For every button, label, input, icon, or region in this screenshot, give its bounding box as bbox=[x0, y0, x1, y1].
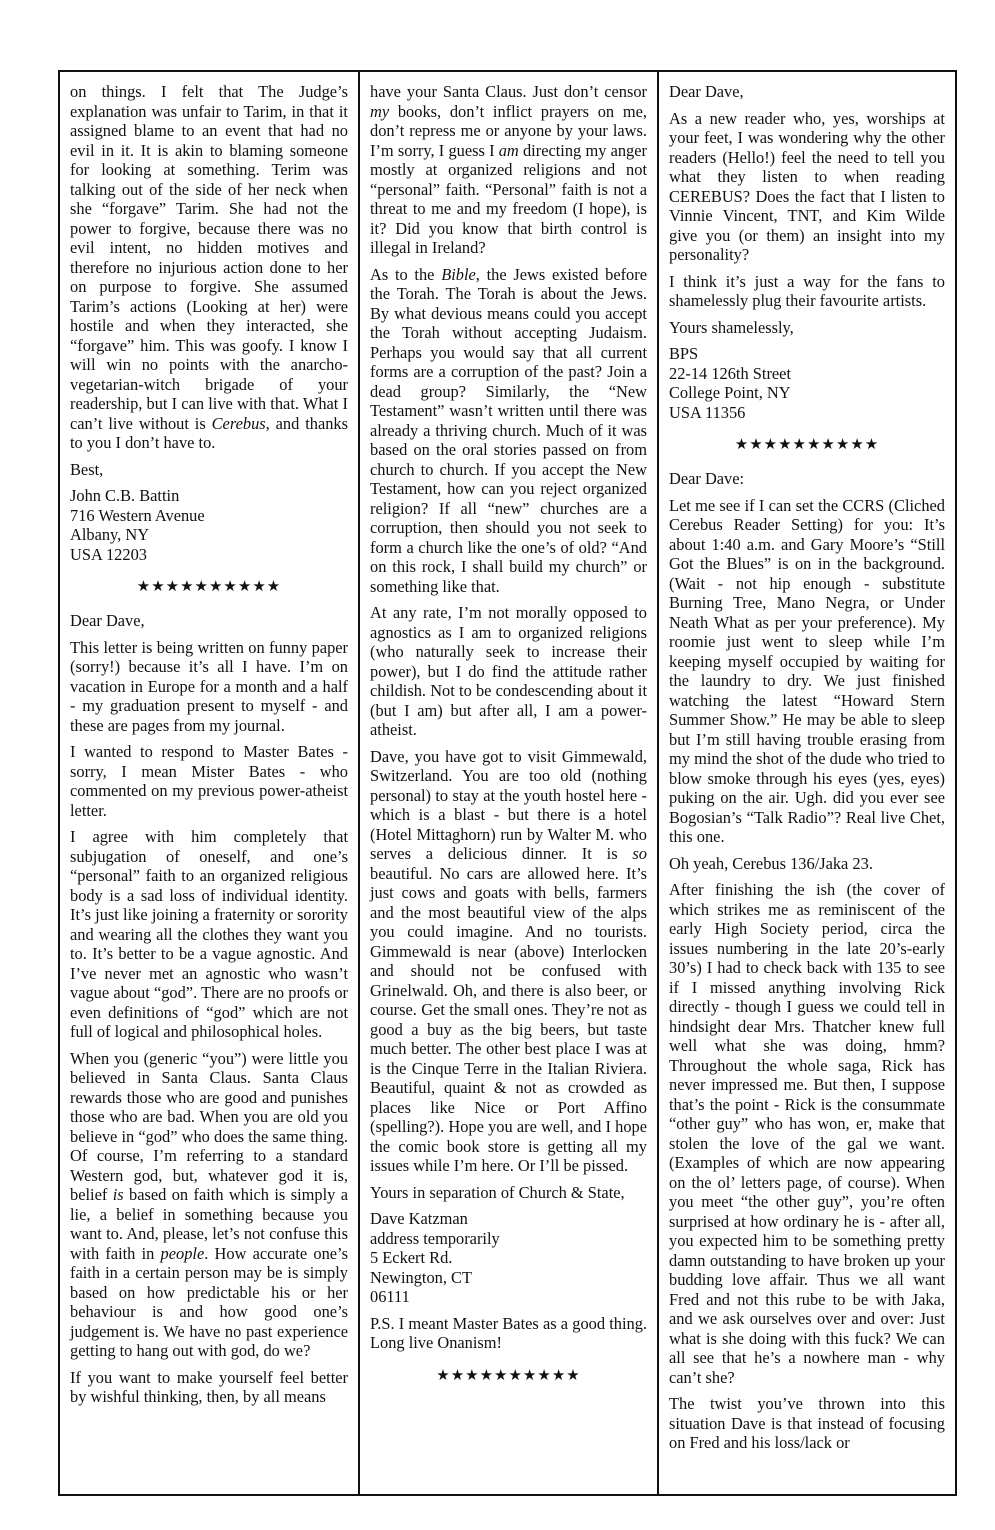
text-run: Best, bbox=[70, 459, 104, 479]
letter-paragraph bbox=[70, 638, 348, 736]
address-line: Albany, NY bbox=[70, 525, 150, 544]
text-run: . How accurate one’s faith in a certain person may be is simply based on how predictable his or her behaviour is and how good one’s judgement is. We have no past experience getting to hang out with god, do we? bbox=[70, 1243, 348, 1360]
address-line: Dave Katzman bbox=[370, 1209, 468, 1228]
letter-paragraph bbox=[669, 82, 945, 102]
text-run: I wanted to respond to Master Bates - sorry, I mean Mister Bates - who commented on my previous power-atheist letter. bbox=[70, 742, 348, 820]
signature-address-block bbox=[70, 486, 348, 564]
address-line: 06111 bbox=[370, 1287, 410, 1306]
text-run: beautiful. No cars are allowed here. It’s just cows and goats with bells, farmers and the most beautiful view of the alps you could imagine. And no tourists. Gimmewald is near (above) Interlocken and should not be confused with Grinelwald. Oh, and there is also beer, or course. Get the small ones. They’re not as good a buy as the big beers, but taste much better. The other best place I was at is the Cinque Terre in the Italian Riviera. Beautiful, quaint & not as crowded as places like Nice or Port Affino (spelling?). Hope you are well, and I hope the comic book store is getting all my issues while I’m here. Or I’ll be pissed. bbox=[370, 863, 647, 1175]
text-run: The twist you’ve thrown into this situation Dave is that instead of focusing on Fred and his loss/lack or bbox=[669, 1394, 945, 1452]
text-run: Dear Dave, bbox=[70, 611, 145, 630]
text-run: After finishing the ish (the cover of which strikes me as reminiscent of the early High Society period, circa the issues numbering in the late 20’s-early 30’s) I had to check back with 135 to see if I missed anything involving Rick directly - though I guess we could tell in hindsight dear Mrs. Thatcher knew full well what she was doing, hmm? Throughout the whole saga, Rick has never impressed me. But then, I suppose that’s the point - Rick is the consummate “other guy” who has won, er, make that stolen the love of the gal we want. (Examples of which are now appearing on the ol’ letters page, of course). When you meet “the other guy”, you’re often surprised at how ordinary he is - after all, you expected him to be something pretty damn outstanding to have broken up your budding love affair. Thus we all want Fred and not this rube to be with Jaka, and we ask ourselves over and over: Just what is she doing with this fuck? We can all see that he’s a nowhere man - why can’t she? bbox=[669, 880, 945, 1387]
letter-paragraph bbox=[70, 460, 348, 480]
address-line: John C.B. Battin bbox=[70, 486, 180, 505]
text-run: Yours shamelessly, bbox=[669, 317, 794, 337]
italic-text-run: Bible bbox=[441, 264, 476, 284]
address-line: USA 12203 bbox=[70, 544, 147, 564]
address-line: BPS bbox=[669, 344, 699, 363]
italic-text-run: my bbox=[370, 101, 390, 121]
address-line: 716 Western Avenue bbox=[70, 505, 205, 525]
letter-paragraph bbox=[669, 880, 945, 1387]
letter-paragraph bbox=[370, 1314, 647, 1353]
letter-paragraph bbox=[370, 1183, 647, 1203]
letter-paragraph bbox=[669, 469, 945, 489]
text-run: Yours in separation of Church & State, bbox=[370, 1182, 625, 1202]
address-line: Newington, CT bbox=[370, 1267, 472, 1287]
text-run: If you want to make yourself feel better by wishful thinking, then, by all means bbox=[70, 1367, 348, 1406]
italic-text-run: so bbox=[632, 844, 647, 863]
italic-text-run: is bbox=[112, 1185, 124, 1204]
address-line: College Point, NY bbox=[669, 383, 791, 402]
text-run: have your Santa Claus. Just don’t censor bbox=[370, 82, 647, 101]
letter-paragraph bbox=[70, 1368, 348, 1407]
address-line: 22-14 126th Street bbox=[669, 363, 792, 383]
star-separator: ★★★★★★★★★★ bbox=[734, 437, 880, 453]
letter-paragraph bbox=[669, 272, 945, 311]
letter-paragraph bbox=[669, 109, 945, 265]
letter-paragraph bbox=[669, 854, 945, 874]
letter-paragraph bbox=[70, 82, 348, 453]
text-run: As a new reader who, yes, worships at your feet, I was wondering why the other readers (Hello!) feel the need to tell you what they listen to when reading CEREBUS? Does the fact that I listen to Vinnie Vincent, TNT, and Kim Wilde give you (or them) an insight into my personality? bbox=[669, 108, 945, 264]
text-run: , and thanks to you I don’t have to. bbox=[70, 413, 348, 452]
text-run: Let me see if I can set the CCRS (Cliched Cerebus Reader Setting) for you: It’s about 1:40 a.m. and Gary Moore’s “Still Got the Blues” is on in the background. (Wait - not hip enough - substitute Burning Tree, Mano Negra, or Under Neath What as per your preference). My roomie just went to sleep while I’m keeping myself occupied by waiting for the laundry to dry. We just finished watching the latest “Howard Stern Summer Show.” He may be able to sleep but I’m still having trouble erasing from my mind the shot of the dude who tried to blow smoke through his eyes (yes, eyes) puking on the air. Ugh. did you ever see Bogosian’s “Talk Radio”? Real live Chet, this one. bbox=[669, 495, 945, 846]
address-line: USA 11356 bbox=[669, 402, 746, 422]
letters-page-frame bbox=[58, 70, 957, 1496]
letter-paragraph bbox=[370, 82, 647, 258]
column-1 bbox=[60, 72, 360, 1494]
text-run: , the Jews existed before the Torah. The Torah is about the Jews. By what devious means could you accept the Torah without accepting Judaism. Perhaps you would say that all current forms are a corruption of the past? Join a dead group? Similarly, the “New Testament” wasn’t written until there was already a thriving church. Much of it was based on the oral stories passed on from church to church. If you accept the New Testament, how can you reject organized religion? If all “new” churches are a corruption, then should you not seek to form a church like the one’s of old? “And on this rock, I shall build my church” or something like that. bbox=[370, 264, 647, 596]
text-run: books, don’t inflict prayers on me, don’t repress me or anyone by your laws. I’m sorry, I guess I bbox=[370, 101, 647, 160]
text-run: Dear Dave, bbox=[669, 82, 744, 101]
text-run: As to the bbox=[370, 264, 442, 284]
text-run: based on faith which is simply a lie, a belief in something because you want to. And, please, let’s not confuse this with faith in bbox=[70, 1185, 348, 1263]
column-2 bbox=[360, 72, 659, 1494]
letter-paragraph bbox=[70, 742, 348, 820]
address-line: 5 Eckert Rd. bbox=[370, 1248, 453, 1267]
letter-paragraph bbox=[370, 603, 647, 740]
text-run: P.S. I meant Master Bates as a good thing. Long live Onanism! bbox=[370, 1313, 647, 1352]
italic-text-run: am bbox=[498, 140, 519, 160]
signature-address-block bbox=[669, 344, 945, 422]
letter-paragraph bbox=[370, 747, 647, 1176]
letter-paragraph bbox=[669, 1394, 945, 1453]
text-run: Dear Dave: bbox=[669, 469, 745, 488]
text-run: directing my anger mostly at organized religions and not “personal” faith. “Personal” faith is not a threat to me and my freedom (I hope), is it? Did you know that birth control is illegal in Ireland? bbox=[370, 140, 647, 257]
italic-text-run: people bbox=[160, 1243, 205, 1263]
text-run: When you (generic “you”) were little you believed in Santa Claus. Santa Claus rewards those who are good and punishes those who are bad. When you are old you believe in “god” who does the same thing. Of course, I’m referring to a standard Western god, but, whatever god it is, belief bbox=[70, 1048, 348, 1204]
italic-text-run: Cerebus bbox=[211, 413, 266, 433]
address-line: address temporarily bbox=[370, 1228, 500, 1248]
letter-paragraph bbox=[669, 318, 945, 338]
star-separator: ★★★★★★★★★★ bbox=[436, 1367, 581, 1384]
letter-paragraph bbox=[70, 827, 348, 1042]
text-run: I agree with him completely that subjugation of oneself, and one’s “personal” faith to an organized religious body is a sad loss of individual identity. It’s just like joining a fraternity or sorority and wearing all the clothes they want you to. It’s better to be a vague agnostic. And I’ve never met an agnostic who wasn’t vague about “god”. There are no proofs or even definitions of “god” which are not full of logical and philosophical holes. bbox=[70, 827, 348, 1041]
text-run: I think it’s just a way for the fans to shamelessly plug their favourite artists. bbox=[669, 271, 945, 310]
text-run: Dave, you have got to visit Gimmewald, Switzerland. You are too old (nothing personal) to stay at the youth hostel here - which is a blast - but there is a hotel (Hotel Mittaghorn) run by Walter M. who serves a delicious dinner. It is bbox=[370, 746, 647, 863]
signature-address-block bbox=[370, 1209, 647, 1307]
text-run: At any rate, I’m not morally opposed to agnostics as I am to organized religions (who naturally seek to increase their power), but I do find the attitude rather childish. Not to be condescending about it (but I am) but after all, I am a power-atheist. bbox=[370, 603, 647, 739]
letter-paragraph bbox=[70, 1049, 348, 1361]
text-run: Oh yeah, Cerebus 136/Jaka 23. bbox=[669, 853, 873, 873]
letter-paragraph bbox=[370, 265, 647, 597]
star-separator: ★★★★★★★★★★ bbox=[136, 579, 282, 595]
text-run: This letter is being written on funny paper (sorry!) because it’s all I have. I’m on vacation in Europe for a month and a half - my graduation present to myself - and these are pages from my journal. bbox=[70, 637, 348, 735]
column-3 bbox=[659, 72, 955, 1494]
letter-paragraph bbox=[669, 496, 945, 847]
letter-paragraph bbox=[70, 611, 348, 631]
text-run: on things. I felt that The Judge’s explanation was unfair to Tarim, in that it assigned blame to an event that had no evil in it. It is akin to blaming someone for looking at something. Terim was talking out of the side of her neck when she “forgave” Tarim. She had not the power to forgive, because there was no evil intent, no hidden motives and therefore no injurious action done to her on purpose to forgive. She assumed Tarim’s actions (Looking at her) were hostile and when they interacted, she “forgave” him. This was goofy. I know I will win no points with the anarcho-vegetarian-witch brigade of your readership, but I can live with that. What I can’t live without is bbox=[70, 82, 348, 433]
